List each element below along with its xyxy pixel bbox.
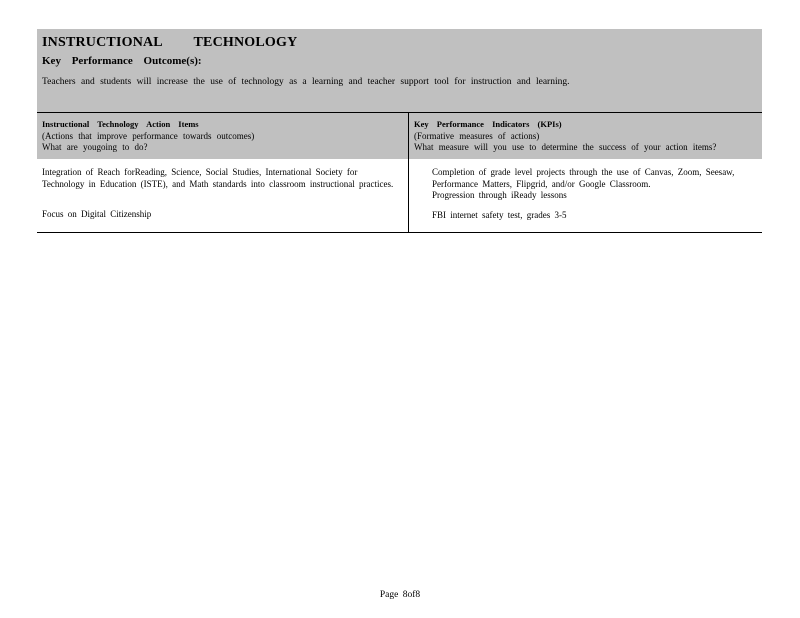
action-items-question: What are yougoing to do? — [42, 142, 148, 152]
outcome-text: Teachers and students will increase the use of technology as a learning and teacher support tool for instruction and learning. — [42, 77, 570, 87]
kpi-subtitle: (Formative measures of actions) — [414, 130, 540, 141]
action-items-cell — [42, 167, 398, 221]
action-item: Focus on Digital Citizenship — [42, 209, 152, 219]
bullet-icon — [414, 167, 432, 190]
kpo-label: Key Performance Outcome(s): — [42, 55, 202, 67]
kpi-cell — [414, 167, 754, 221]
kpi-item — [414, 190, 754, 202]
bullet-icon — [414, 210, 432, 222]
section-title: INSTRUCTIONAL TECHNOLOGY — [42, 35, 298, 50]
kpi-item — [414, 210, 754, 222]
action-items-subtitle: (Actions that improve performance towards outcomes) — [42, 130, 255, 141]
section-header — [37, 29, 762, 112]
kpi-title: Key Performance Indicators (KPIs) — [414, 119, 562, 129]
page-number: Page 8of8 — [379, 590, 421, 600]
bullet-icon — [414, 190, 432, 202]
action-item: Integration of Reach forReading, Science, Social Studies, International Society for Technology in Education (ISTE), and Math standards into classroom instructional practices. — [42, 167, 394, 189]
kpi-text: FBI internet safety test, grades 3-5 — [432, 209, 567, 220]
kpi-header — [409, 113, 762, 159]
table-bottom-border — [37, 232, 762, 233]
kpi-text: Progression through iReady lessons — [432, 190, 567, 200]
action-items-header — [37, 113, 408, 159]
kpi-text: Completion of grade level projects through the use of Canvas, Zoom, Seesaw, Performance Matters, Flipgrid, and/or Google Classroom. — [432, 167, 735, 189]
kpi-question: What measure will you use to determine the success of your action items? — [414, 142, 717, 152]
kpi-item — [414, 167, 754, 190]
column-divider — [408, 113, 409, 232]
action-items-title: Instructional Technology Action Items — [42, 119, 199, 129]
